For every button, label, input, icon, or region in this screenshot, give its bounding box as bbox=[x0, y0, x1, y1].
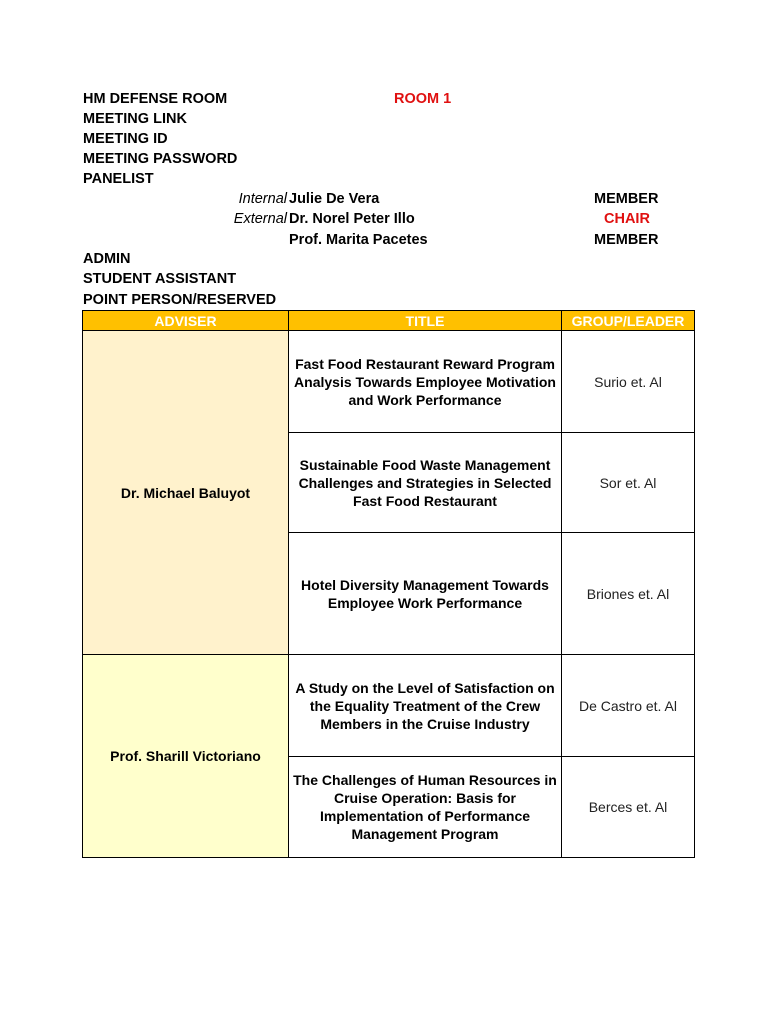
meeting-password-label: MEETING PASSWORD bbox=[83, 151, 238, 167]
group-cell: Berces et. Al bbox=[562, 757, 695, 858]
panelist-role-2: CHAIR bbox=[604, 211, 650, 227]
title-cell: Sustainable Food Waste Management Challenges and Strategies in Selected Fast Food Restaurant bbox=[289, 433, 562, 533]
point-person-label: POINT PERSON/RESERVED bbox=[83, 292, 277, 308]
table-row bbox=[83, 331, 695, 433]
admin-label: ADMIN bbox=[83, 251, 131, 267]
meeting-id-label: MEETING ID bbox=[83, 131, 168, 147]
table-row bbox=[83, 655, 695, 757]
table-header-row bbox=[83, 311, 695, 331]
group-cell: Surio et. Al bbox=[562, 331, 695, 433]
panelist-label: PANELIST bbox=[83, 171, 154, 187]
schedule-table bbox=[82, 310, 695, 858]
header-title: TITLE bbox=[289, 311, 562, 331]
adviser-cell-1: Dr. Michael Baluyot bbox=[83, 331, 289, 655]
adviser-cell-2: Prof. Sharill Victoriano bbox=[83, 655, 289, 858]
header-group-leader: GROUP/LEADER bbox=[562, 311, 695, 331]
title-cell: The Challenges of Human Resources in Cruise Operation: Basis for Implementation of Performance Management Program bbox=[289, 757, 562, 858]
group-cell: Briones et. Al bbox=[562, 533, 695, 655]
panelist-name-3: Prof. Marita Pacetes bbox=[289, 232, 428, 248]
header-adviser: ADVISER bbox=[83, 311, 289, 331]
student-assistant-label: STUDENT ASSISTANT bbox=[83, 271, 237, 287]
panelist-role-3: MEMBER bbox=[594, 232, 659, 248]
panelist-role-1: MEMBER bbox=[594, 191, 659, 207]
panelist-name-1: Julie De Vera bbox=[289, 191, 380, 207]
meeting-link-label: MEETING LINK bbox=[83, 111, 187, 127]
title-cell: A Study on the Level of Satisfaction on the Equality Treatment of the Crew Members in the Cruise Industry bbox=[289, 655, 562, 757]
panelist-type-external: External bbox=[233, 211, 287, 227]
panelist-name-2: Dr. Norel Peter Illo bbox=[289, 211, 415, 227]
defense-room-label: HM DEFENSE ROOM bbox=[83, 91, 228, 107]
room-value: ROOM 1 bbox=[394, 91, 452, 107]
group-cell: Sor et. Al bbox=[562, 433, 695, 533]
title-cell: Hotel Diversity Management Towards Employee Work Performance bbox=[289, 533, 562, 655]
group-cell: De Castro et. Al bbox=[562, 655, 695, 757]
title-cell: Fast Food Restaurant Reward Program Analysis Towards Employee Motivation and Work Performance bbox=[289, 331, 562, 433]
panelist-type-internal: Internal bbox=[238, 191, 287, 207]
